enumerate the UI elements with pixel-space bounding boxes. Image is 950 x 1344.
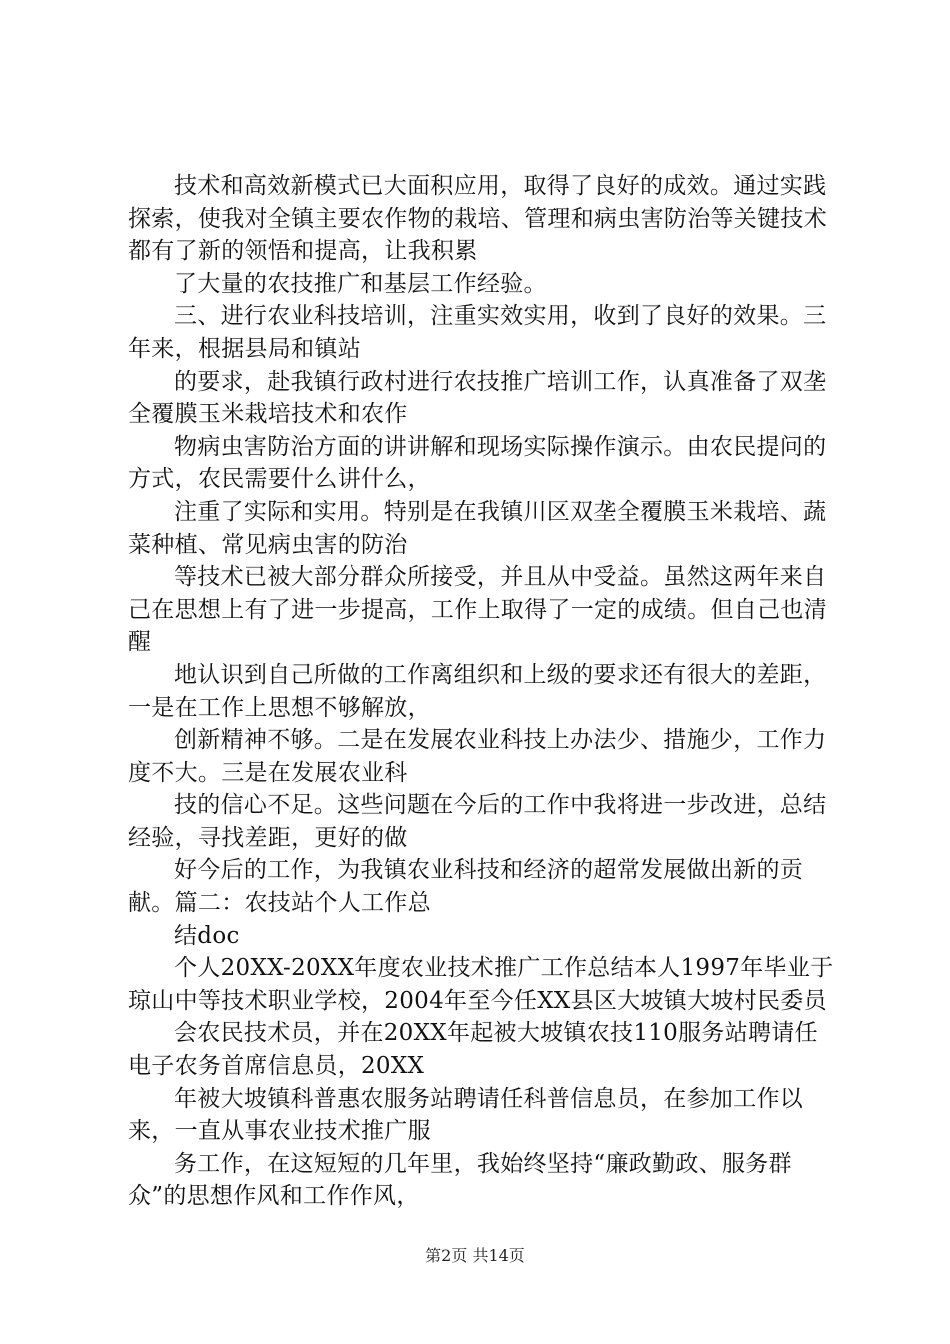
paragraph: 三、进行农业科技培训，注重实效实用，收到了良好的效果。三年来，根据县局和镇站 [128, 303, 827, 362]
page-number-label: 第2页 共14页 [425, 1246, 525, 1265]
paragraph: 了大量的农技推广和基层工作经验。 [174, 270, 547, 297]
paragraph: 的要求，赴我镇行政村进行农技推广培训工作，认真准备了双垄全覆膜玉米栽培技术和农作 [128, 368, 827, 428]
paragraph: 年被大坡镇科普惠农服务站聘请任科普信息员，在参加工作以来，一直从事农业技术推广服 [128, 1085, 804, 1145]
page-footer [0, 1243, 950, 1266]
paragraph: 务工作，在这短短的几年里，我始终坚持“廉政勤政、服务群众”的思想作风和工作作风， [128, 1150, 792, 1210]
paragraph: 结doc [174, 922, 240, 949]
paragraph: 好今后的工作，为我镇农业科技和经济的超常发展做出新的贡献。篇二：农技站个人工作总 [128, 857, 804, 917]
paragraph: 会农民技术员，并在20XX年起被大坡镇农技110服务站聘请任电子农务首席信息员，20XX [128, 1020, 818, 1080]
paragraph: 技术和高效新模式已大面积应用，取得了良好的成效。通过实践探索，使我对全镇主要农作物的栽培、管理和病虫害防治等关键技术都有了新的领悟和提高，让我积累 [128, 173, 827, 265]
paragraph: 地认识到自己所做的工作离组织和上级的要求还有很大的差距，一是在工作上思想不够解放， [128, 661, 827, 721]
document-body [128, 170, 838, 1213]
paragraph: 个人20XX-20XX年度农业技术推广工作总结本人1997年毕业于琼山中等技术职业学校，2004年至今任XX县区大坡镇大坡村民委员 [128, 955, 834, 1014]
paragraph: 物病虫害防治方面的讲讲解和现场实际操作演示。由农民提问的方式，农民需要什么讲什么， [128, 433, 827, 493]
paragraph: 创新精神不够。二是在发展农业科技上办法少、措施少，工作力度不大。三是在发展农业科 [128, 727, 827, 786]
paragraph: 等技术已被大部分群众所接受，并且从中受益。虽然这两年来自己在思想上有了进一步提高，工作上取得了一定的成绩。但自己也清醒 [128, 564, 827, 656]
paragraph: 技的信心不足。这些问题在今后的工作中我将进一步改进，总结经验，寻找差距，更好的做 [128, 792, 827, 851]
paragraph: 注重了实际和实用。特别是在我镇川区双垄全覆膜玉米栽培、蔬菜种植、常见病虫害的防治 [128, 498, 827, 558]
